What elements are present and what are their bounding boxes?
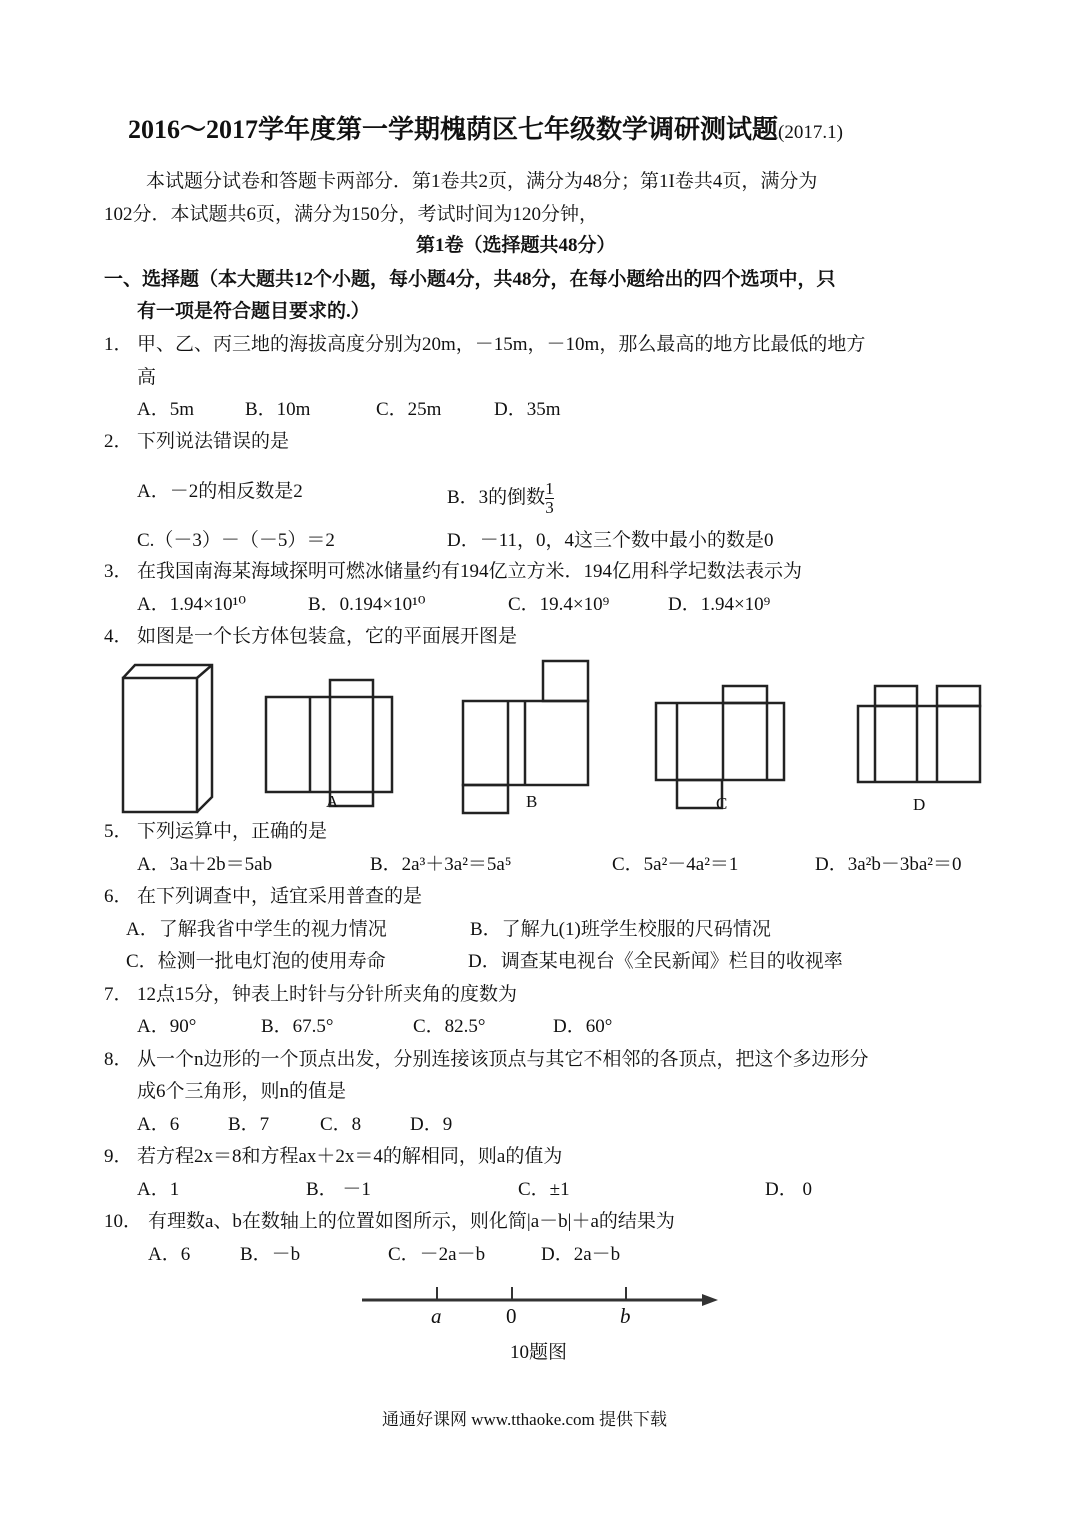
option-d: D．调查某电视台《全民新闻》栏目的收视率	[468, 951, 843, 972]
option-d: D．60°	[553, 1016, 613, 1037]
figure-caption: 10题图	[510, 1342, 568, 1363]
option-d: D．9	[410, 1114, 453, 1135]
number-line-label-0: 0	[506, 1304, 517, 1328]
question-number: 5．	[104, 821, 133, 842]
option-d: D．2a－b	[541, 1244, 621, 1265]
part-heading: 有一项是符合题目要求的.）	[137, 301, 370, 322]
title-date: (2017.1)	[778, 122, 843, 143]
question-text: 如图是一个长方体包装盒，它的平面展开图是	[137, 626, 518, 647]
footer-text: 通通好课网 www.tthaoke.com 提供下载	[382, 1410, 668, 1429]
net-c	[656, 686, 784, 808]
question-text: 高	[137, 367, 157, 388]
option-a: A．6	[137, 1114, 180, 1135]
question-text: 甲、乙、丙三地的海拔高度分别为20m，－15m，－10m，那么最高的地方比最低的地方	[137, 334, 866, 355]
number-line-label-b: b	[620, 1304, 631, 1328]
option-b: B． －1	[306, 1179, 371, 1200]
option-a: A．90°	[137, 1016, 197, 1037]
arrow-icon	[702, 1294, 718, 1306]
option-b: B．67.5°	[261, 1016, 334, 1037]
question-number: 2．	[104, 431, 133, 452]
part-heading: 一、选择题（本大题共12个小题，每小题4分，共48分，在每小题给出的四个选项中，只	[104, 269, 836, 290]
intro-line: 本试题分试卷和答题卡两部分．第1卷共2页，满分为48分；第1I卷共4页，满分为	[146, 171, 818, 192]
option-c: C．82.5°	[413, 1016, 486, 1037]
option-a: A．－2的相反数是2	[137, 481, 303, 502]
page-title	[128, 115, 843, 145]
option-c: C．－2a－b	[388, 1244, 486, 1265]
question-text: 成6个三角形，则n的值是	[137, 1081, 347, 1102]
section-title: 第1卷（选择题共48分）	[416, 235, 616, 256]
fraction	[545, 480, 554, 517]
net-label-c: C	[716, 794, 728, 813]
question-text: 在下列调查中，适宜采用普查的是	[137, 886, 423, 907]
option-c: C．8	[320, 1114, 362, 1135]
fraction-numerator: 1	[545, 479, 554, 498]
option-d: D．3a²b－3ba²＝0	[815, 854, 962, 875]
question-number: 8．	[104, 1049, 133, 1070]
option-d: D． 0	[765, 1179, 812, 1200]
question-text: 若方程2x＝8和方程ax＋2x＝4的解相同，则a的值为	[137, 1146, 563, 1167]
net-label-d: D	[913, 795, 926, 814]
title-main: 2016～2017学年度第一学期槐荫区七年级数学调研测试题	[128, 115, 779, 144]
intro-line: 102分．本试题共6页，满分为150分，考试时间为120分钟，	[104, 204, 599, 225]
question-number: 1．	[104, 334, 133, 355]
question-text: 12点15分，钟表上时针与分针所夹角的度数为	[137, 984, 518, 1005]
question-number: 3．	[104, 561, 133, 582]
option-c: C．±1	[518, 1179, 570, 1200]
option-b: B．了解九(1)班学生校服的尺码情况	[470, 919, 771, 940]
question-number: 7．	[104, 984, 133, 1005]
cuboid-figure	[123, 665, 212, 812]
question-text: 从一个n边形的一个顶点出发，分别连接该顶点与其它不相邻的各顶点，把这个多边形分	[137, 1049, 869, 1070]
question-number: 9．	[104, 1146, 133, 1167]
option-a: A．1	[137, 1179, 180, 1200]
option-c: C．25m	[376, 399, 442, 420]
option-a: A．5m	[137, 399, 195, 420]
net-a	[266, 680, 392, 806]
question-number: 6．	[104, 886, 133, 907]
question-text: 下列说法错误的是	[137, 431, 290, 452]
option-b-text: B．3的倒数	[447, 486, 546, 508]
option-d: D．－11，0，4这三个数中最小的数是0	[447, 530, 774, 551]
option-d: D．1.94×10⁹	[668, 594, 771, 615]
fraction-denominator: 3	[545, 498, 554, 517]
option-c: C．19.4×10⁹	[508, 594, 610, 615]
option-b: B．2a³＋3a²＝5a⁵	[370, 854, 512, 875]
option-b: B．－b	[240, 1244, 301, 1265]
net-label-b: B	[526, 792, 538, 811]
option-c: C．5a²－4a²＝1	[612, 854, 739, 875]
question-text: 在我国南海某海域探明可燃冰储量约有194亿立方米．194亿用科学圮数法表示为	[137, 561, 803, 582]
option-b	[447, 480, 554, 517]
option-a: A．3a＋2b＝5ab	[137, 854, 273, 875]
option-d: D．35m	[494, 399, 561, 420]
number-line-label-a: a	[431, 1304, 442, 1328]
option-a: A．了解我省中学生的视力情况	[126, 919, 387, 940]
option-a: A．1.94×10¹⁰	[137, 594, 246, 615]
net-d	[858, 686, 980, 782]
option-c: C．检测一批电灯泡的使用寿命	[126, 951, 386, 972]
question-text: 有理数a、b在数轴上的位置如图所示，则化简|a－b|＋a的结果为	[148, 1211, 675, 1232]
question-number: 4．	[104, 626, 133, 647]
question-text: 下列运算中，正确的是	[137, 821, 328, 842]
option-c: C.（－3）－（－5）＝2	[137, 530, 335, 551]
net-label-a: A	[326, 792, 339, 811]
option-a: A．6	[148, 1244, 191, 1265]
option-b: B．10m	[245, 399, 311, 420]
option-b: B．7	[228, 1114, 270, 1135]
option-b: B．0.194×10¹⁰	[308, 594, 426, 615]
question-number: 10．	[104, 1211, 143, 1232]
